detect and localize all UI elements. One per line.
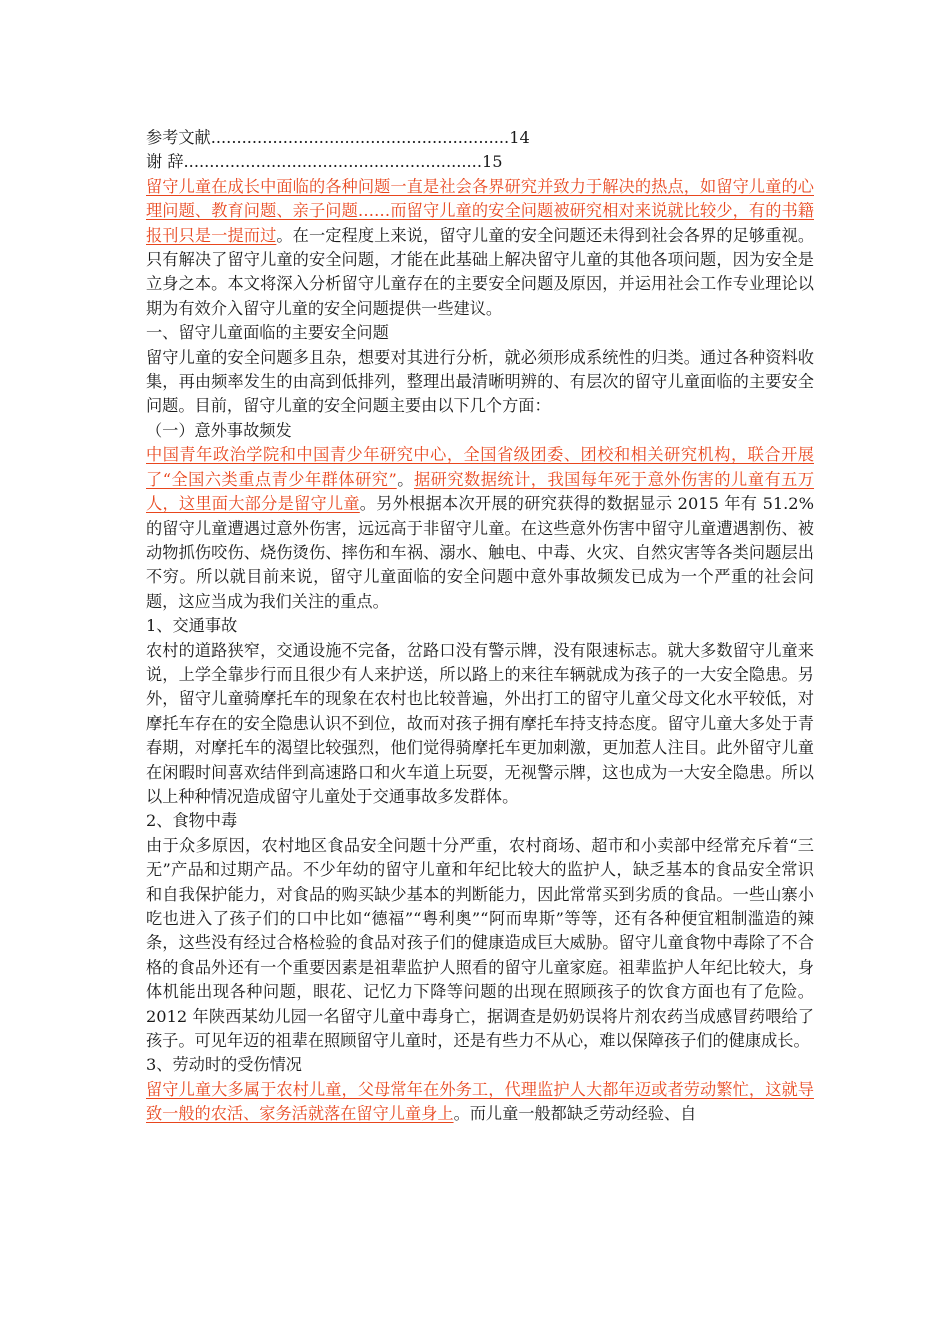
toc-page-number: 15 bbox=[481, 152, 503, 172]
intro-paragraph bbox=[146, 175, 814, 321]
labor-text: 。而儿童一般都缺乏劳动经验、自 bbox=[453, 1104, 697, 1124]
toc-leader: .......................................................... bbox=[210, 128, 510, 147]
intro-highlight: 留守儿童在成长中面临的各种问题一直是社会各界研究并致力于解决的热点，如留守儿童的心理问题、教育问题、亲子问题……而留守儿童的安全问题被研究相对来说就比较少，有的书籍报刊只是一提而过 bbox=[146, 176, 814, 245]
punctuation: 。 bbox=[396, 469, 414, 489]
intro-text: 。在一定程度上来说，留守儿童的安全问题还未得到社会各界的足够重视。只有解决了留守儿童的安全问题，才能在此基础上解决留守儿童的其他各项问题，因为安全是立身之本。本文将深入分析留守儿童存在的主要安全问题及原因，并运用社会工作专业理论以期为有效介入留守儿童的安全问题提供一些建议。 bbox=[146, 225, 815, 318]
highlight-statistic: 据研究数据统计，我国每年死于意外伤害的儿童有五万人，这里面大部分是留守儿童 bbox=[146, 469, 815, 514]
item-heading-traffic: 1、交通事故 bbox=[146, 616, 238, 636]
item-heading-labor: 3、劳动时的受伤情况 bbox=[146, 1055, 302, 1075]
section-heading: 一、留守儿童面临的主要安全问题 bbox=[146, 323, 389, 343]
toc-entry-references[interactable] bbox=[146, 126, 814, 150]
subsection-heading: （一）意外事故频发 bbox=[146, 420, 292, 440]
highlight-labor: 留守儿童大多属于农村儿童，父母常年在外务工，代理监护人大都年迈或者劳动繁忙，这就导致一般的农活、家务活就落在留守儿童身上 bbox=[146, 1079, 814, 1124]
item-paragraph-labor bbox=[146, 1078, 814, 1127]
document-body bbox=[146, 126, 814, 1127]
item-paragraph-food: 由于众多原因，农村地区食品安全问题十分严重，农村商场、超市和小卖部中经常充斥着“三无”产品和过期产品。不少年幼的留守儿童和年纪比较大的监护人，缺乏基本的食品安全常识和自我保护能力，对食品的购买缺少基本的判断能力，因此常常买到劣质的食品。一些山寨小吃也进入了孩子们的口中比如“德福”“粤利奥”“阿而卑斯”等等，还有各种便宜粗制滥造的辣条，这些没有经过合格检验的食品对孩子们的健康造成巨大威胁。留守儿童食物中毒除了不合格的食品外还有一个重要因素是祖辈监护人照看的留守儿童家庭。祖辈监护人年纪比较大，身体机能出现各种问题，眼花、记忆力下降等问题的出现在照顾孩子的饮食方面也有了危险。2012 年陕西某幼儿园一名留守儿童中毒身亡，据调查是奶奶误将片剂农药当成感冒药喂给了孩子。可见年迈的祖辈在照顾留守儿童时，还是有些力不从心，难以保障孩子们的健康成长。 bbox=[146, 835, 814, 1051]
section-paragraph: 留守儿童的安全问题多且杂，想要对其进行分析，就必须形成系统性的归类。通过各种资料收集，再由频率发生的由高到低排列，整理出最清晰明辨的、有层次的留守儿童面临的主要安全问题。目前，留守儿童的安全问题主要由以下几个方面： bbox=[146, 347, 814, 416]
toc-label: 谢 辞 bbox=[146, 152, 184, 172]
toc-entry-acknowledgements[interactable] bbox=[146, 150, 814, 174]
highlight-source: 中国青年政治学院和中国青少年研究中心，全国省级团委、团校和相关研究机构，联合开展了“全国六类重点青少年群体研究” bbox=[146, 445, 814, 489]
item-heading-food: 2、食物中毒 bbox=[146, 811, 238, 831]
toc-leader: .......................................................... bbox=[183, 152, 482, 172]
toc-label: 参考文献 bbox=[146, 128, 211, 147]
item-paragraph-traffic: 农村的道路狭窄，交通设施不完备，岔路口没有警示牌，没有限速标志。就大多数留守儿童来说，上学全靠步行而且很少有人来护送，所以路上的来往车辆就成为孩子的一大安全隐患。另外，留守儿童骑摩托车的现象在农村也比较普遍，外出打工的留守儿童父母文化水平较低，对摩托车存在的安全隐患认识不到位，故而对孩子拥有摩托车持支持态度。留守儿童大多处于青春期，对摩托车的渴望比较强烈，他们觉得骑摩托车更加刺激，更加惹人注目。此外留守儿童在闲暇时间喜欢结伴到高速路口和火车道上玩耍，无视警示牌，这也成为一大安全隐患。所以以上种种情况造成留守儿童处于交通事故多发群体。 bbox=[146, 640, 814, 806]
subsection-text: 。另外根据本次开展的研究获得的数据显示 2015 年有 51.2%的留守儿童遭遇过意外伤害，远远高于非留守儿童。在这些意外伤害中留守儿童遭遇割伤、被动物抓伤咬伤、烧伤烫伤、摔伤和车祸、溺水、触电、中毒、火灾、自然灾害等各类问题层出不穷。所以就目前来说，留守儿童面临的安全问题中意外事故频发已成为一个严重的社会问题，这应当成为我们关注的重点。 bbox=[146, 494, 814, 611]
toc-page-number: 14 bbox=[509, 128, 530, 147]
subsection-paragraph bbox=[146, 443, 814, 614]
